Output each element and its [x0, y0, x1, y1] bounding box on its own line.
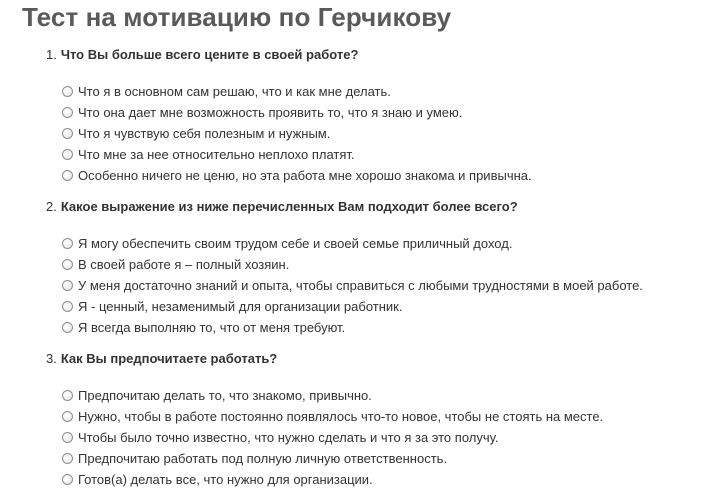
answer-option[interactable] — [62, 144, 532, 165]
answer-label[interactable]: Что я в основном сам решаю, что и как мне делать. — [78, 84, 391, 99]
question-title — [46, 199, 706, 215]
question-number: 2. — [46, 199, 57, 214]
options-list — [62, 385, 603, 490]
question-number: 1. — [46, 47, 57, 62]
question-title — [46, 47, 706, 63]
question-title — [46, 351, 706, 367]
page-title: Тест на мотивацию по Герчикову — [22, 2, 452, 32]
radio-button[interactable] — [62, 322, 73, 333]
question-2 — [46, 199, 706, 335]
radio-button[interactable] — [62, 259, 73, 270]
answer-option[interactable] — [62, 254, 643, 275]
answer-label[interactable]: Я - ценный, незаменимый для организации работник. — [78, 299, 403, 314]
answer-label[interactable]: Нужно, чтобы в работе постоянно появлялось что-то новое, чтобы не стоять на месте. — [78, 409, 604, 424]
answer-label[interactable]: Я всегда выполняю то, что от меня требуют. — [78, 320, 346, 335]
question-text: Что Вы больше всего цените в своей работе? — [60, 47, 359, 62]
answer-option[interactable] — [62, 296, 643, 317]
answer-option[interactable] — [62, 102, 532, 123]
answer-option[interactable] — [62, 385, 603, 406]
answer-label[interactable]: Предпочитаю делать то, что знакомо, привычно. — [78, 388, 372, 403]
answer-label[interactable]: Чтобы было точно известно, что нужно сделать и что я за это получу. — [78, 430, 499, 445]
answer-label[interactable]: Особенно ничего не ценю, но эта работа мне хорошо знакома и привычна. — [78, 168, 532, 183]
options-list — [62, 81, 532, 186]
answer-option[interactable] — [62, 406, 603, 427]
question-3 — [46, 351, 706, 487]
answer-label[interactable]: Что она дает мне возможность проявить то, что я знаю и умею. — [78, 105, 463, 120]
answer-option[interactable] — [62, 275, 643, 296]
radio-button[interactable] — [62, 390, 73, 401]
answer-label[interactable]: У меня достаточно знаний и опыта, чтобы справиться с любыми трудностями в моей работе. — [78, 278, 643, 293]
radio-button[interactable] — [62, 411, 73, 422]
radio-button[interactable] — [62, 149, 73, 160]
answer-label[interactable]: Что я чувствую себя полезным и нужным. — [78, 126, 331, 141]
radio-button[interactable] — [62, 432, 73, 443]
answer-option[interactable] — [62, 81, 532, 102]
radio-button[interactable] — [62, 301, 73, 312]
answer-label[interactable]: Я могу обеспечить своим трудом себе и своей семье приличный доход. — [78, 236, 513, 251]
answer-label[interactable]: В своей работе я – полный хозяин. — [78, 257, 290, 272]
question-text: Какое выражение из ниже перечисленных Вам подходит более всего? — [60, 199, 518, 214]
radio-button[interactable] — [62, 128, 73, 139]
answer-label[interactable]: Готов(а) делать все, что нужно для организации. — [78, 472, 373, 487]
question-text: Как Вы предпочитаете работать? — [60, 351, 278, 366]
radio-button[interactable] — [62, 453, 73, 464]
answer-option[interactable] — [62, 233, 643, 254]
question-number: 3. — [46, 351, 57, 366]
answer-option[interactable] — [62, 317, 643, 338]
answer-option[interactable] — [62, 448, 603, 469]
answer-option[interactable] — [62, 123, 532, 144]
answer-option[interactable] — [62, 427, 603, 448]
radio-button[interactable] — [62, 107, 73, 118]
radio-button[interactable] — [62, 280, 73, 291]
answer-label[interactable]: Предпочитаю работать под полную личную ответственность. — [78, 451, 448, 466]
radio-button[interactable] — [62, 238, 73, 249]
answer-option[interactable] — [62, 469, 603, 490]
options-list — [62, 233, 643, 338]
radio-button[interactable] — [62, 86, 73, 97]
answer-option[interactable] — [62, 165, 532, 186]
radio-button[interactable] — [62, 170, 73, 181]
question-1 — [46, 47, 706, 183]
radio-button[interactable] — [62, 474, 73, 485]
answer-label[interactable]: Что мне за нее относительно неплохо платят. — [78, 147, 355, 162]
